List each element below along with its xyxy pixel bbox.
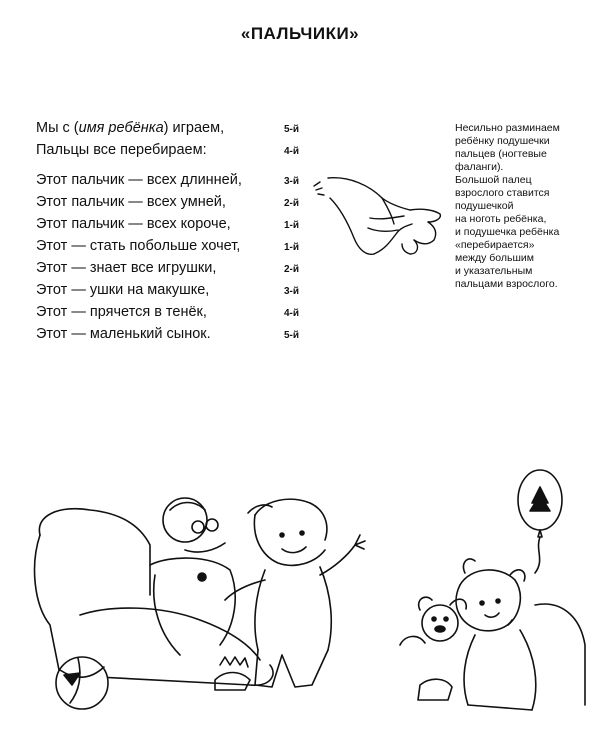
instruction-line: «перебирается» [455,239,535,251]
finger-label: 5-й [284,330,300,341]
finger-label: 2-й [284,264,300,275]
instruction-line: ребёнку подушечки [455,135,550,147]
instruction-line: на ноготь ребёнка, [455,213,547,225]
verse-text: Этот — прячется в тенёк, [36,304,207,320]
verse-text: Этот пальчик — всех короче, [36,216,231,232]
instruction-line: и указательным [455,265,533,277]
verse-line [36,194,306,216]
verse-text: Мы с (имя ребёнка) играем, [36,120,225,136]
verse-line [36,120,306,142]
instruction-line: пальцами взрослого. [455,278,558,290]
instruction-line: пальцев (ногтевые [455,148,547,160]
instruction-line: и подушечка ребёнка [455,226,560,238]
instruction-line: подушечкой [455,200,514,212]
verse-line [36,260,306,282]
verse-text: Пальцы все перебираем: [36,142,207,158]
verse-text: Этот — маленький сынок. [36,326,211,342]
verse-line [36,238,306,260]
finger-label: 1-й [284,220,300,231]
instruction-line: Несильно разминаем [455,122,560,134]
verse-text: Этот — стать побольше хочет, [36,238,241,254]
verse-text: Этот пальчик — всех умней, [36,194,226,210]
finger-label: 4-й [284,308,300,319]
verse-line [36,304,306,326]
finger-label: 3-й [284,286,300,297]
finger-label: 3-й [284,176,300,187]
verse-text: Этот — ушки на макушке, [36,282,210,298]
verse-line [36,142,306,164]
poem-verse [36,120,306,348]
instruction-line: Большой палец [455,174,532,186]
verse-line [36,326,306,348]
instruction-line: взрослого ставится [455,187,550,199]
finger-label: 4-й [284,146,300,157]
hands-illustration [310,168,445,263]
finger-label: 1-й [284,242,300,253]
verse-text: Этот пальчик — всех длинней, [36,172,242,188]
verse-line [36,172,306,194]
verse-text: Этот — знает все игрушки, [36,260,217,276]
page-title: «ПАЛЬЧИКИ» [240,24,360,43]
finger-label: 2-й [284,198,300,209]
instruction-text [455,122,595,291]
finger-label: 5-й [284,124,300,135]
instruction-line: фаланги). [455,161,504,173]
family-illustration [20,455,590,735]
verse-line [36,216,306,238]
verse-line [36,282,306,304]
instruction-line: между большим [455,252,534,264]
